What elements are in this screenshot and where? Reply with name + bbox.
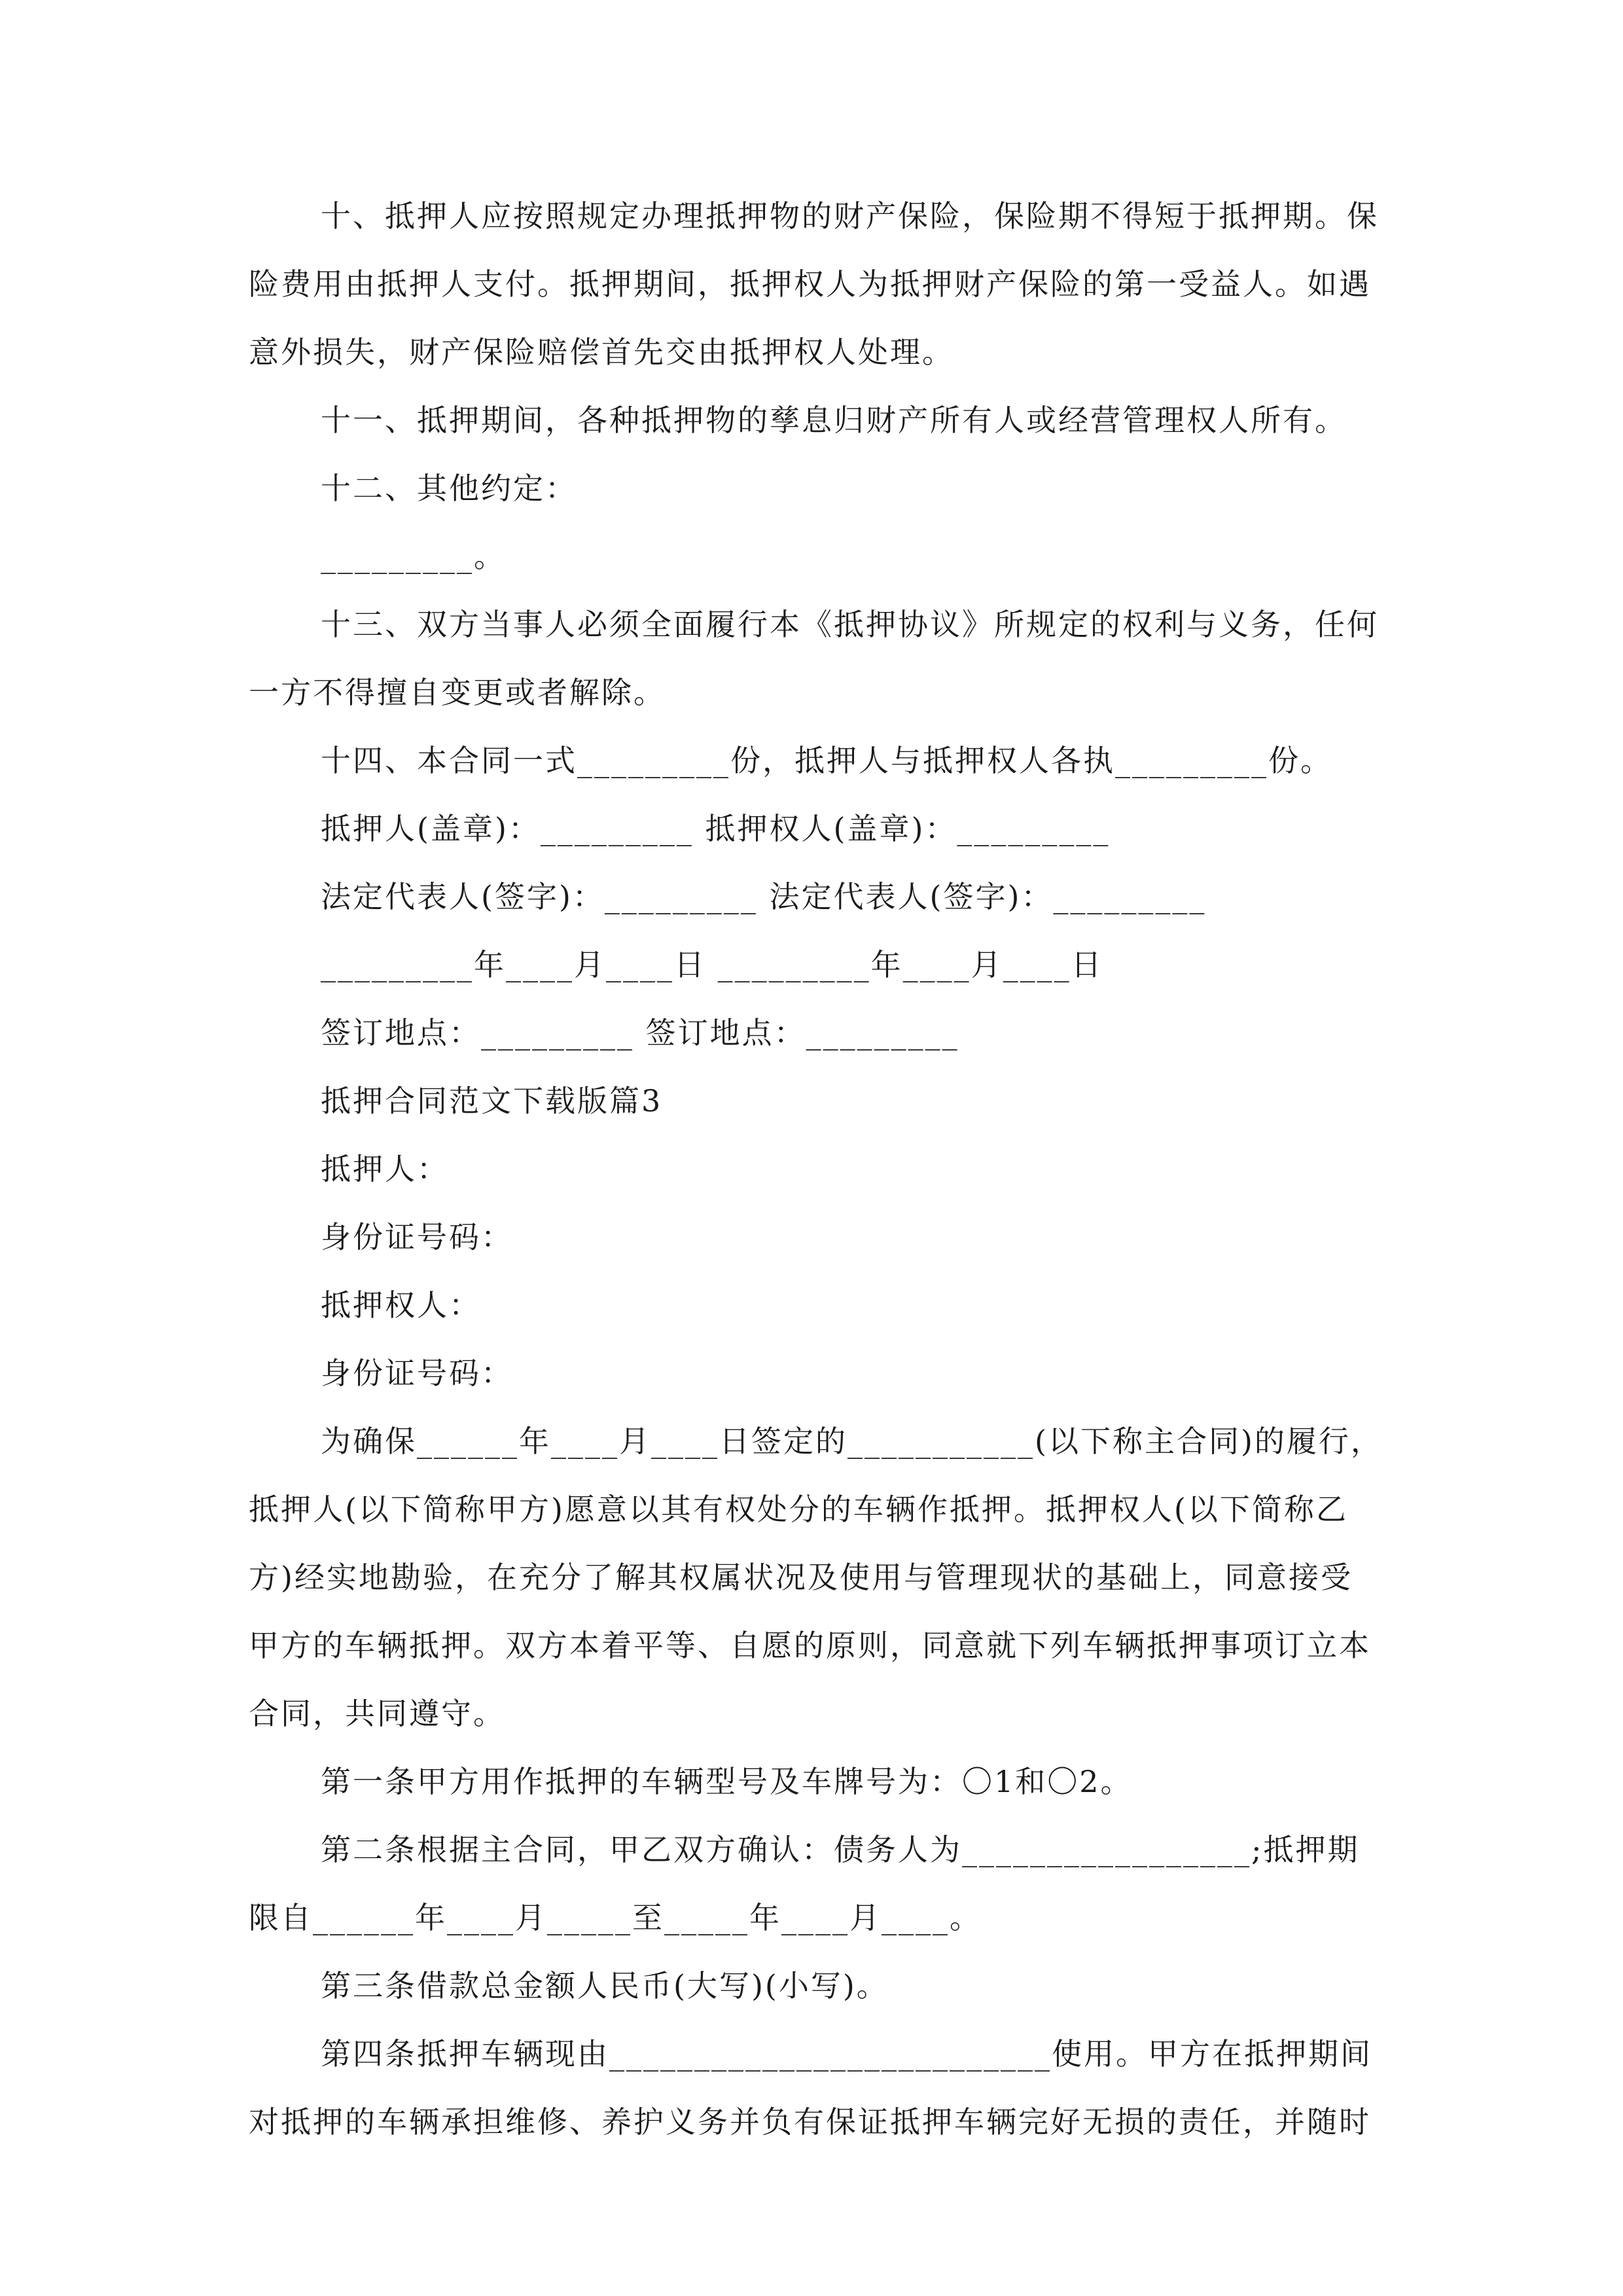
- text-line: 第四条抵押车辆现由__________________________使用。甲方在抵押期间: [321, 2036, 1372, 2072]
- date-line: _________年____月____日 _________年____月____日: [321, 947, 1103, 982]
- signature-line: 法定代表人(签字)：_________ 法定代表人(签字)：_________: [321, 879, 1207, 914]
- text-line: 抵押人(以下简称甲方)愿意以其有权处分的车辆作抵押。抵押权人(以下简称乙: [249, 1492, 1348, 1527]
- text-line: 方)经实地勘验，在充分了解其权属状况及使用与管理现状的基础上，同意接受: [249, 1560, 1353, 1595]
- text-line: 限自______年____月_____至_____年____月____。: [249, 1900, 982, 1935]
- signature-line: 抵押人(盖章)：_________ 抵押权人(盖章)：_________: [321, 811, 1111, 846]
- text-line: 十、抵押人应按照规定办理抵押物的财产保险，保险期不得短于抵押期。保: [321, 198, 1379, 234]
- text-line: 对抵押的车辆承担维修、养护义务并负有保证抵押车辆完好无损的责任，并随时: [249, 2104, 1371, 2140]
- text-line: 第一条甲方用作抵押的车辆型号及车牌号为：〇1和〇2。: [321, 1764, 1133, 1799]
- text-line: 十一、抵押期间，各种抵押物的孳息归财产所有人或经营管理权人所有。: [321, 403, 1347, 438]
- text-line: 十三、双方当事人必须全面履行本《抵押协议》所规定的权利与义务，任何: [321, 607, 1379, 642]
- text-line: 险费用由抵押人支付。抵押期间，抵押权人为抵押财产保险的第一受益人。如遇: [249, 266, 1371, 302]
- text-line: 为确保______年____月____日签定的___________(以下称主合同)的履行，: [321, 1424, 1383, 1459]
- text-line: 抵押权人：: [321, 1287, 481, 1323]
- text-line: 意外损失，财产保险赔偿首先交由抵押权人处理。: [249, 334, 954, 370]
- blank-line: _________。: [321, 539, 506, 574]
- place-line: 签订地点：_________ 签订地点：_________: [321, 1015, 959, 1050]
- text-line: 甲方的车辆抵押。双方本着平等、自愿的原则，同意就下列车辆抵押事项订立本: [249, 1628, 1371, 1663]
- text-line: 抵押人：: [321, 1151, 449, 1187]
- text-line: 第二条根据主合同，甲乙双方确认：债务人为_________________;抵押期: [321, 1832, 1360, 1867]
- text-line: 十二、其他约定：: [321, 471, 577, 506]
- text-line: 身份证号码：: [321, 1219, 513, 1255]
- text-line: 合同，共同遵守。: [249, 1696, 505, 1731]
- section-heading: 抵押合同范文下载版篇3: [321, 1083, 663, 1119]
- text-line: 第三条借款总金额人民币(大写)(小写)。: [321, 1968, 889, 2003]
- text-line: 身份证号码：: [321, 1355, 513, 1391]
- text-line: 一方不得擅自变更或者解除。: [249, 675, 666, 710]
- text-line: 十四、本合同一式_________份，抵押人与抵押权人各执_________份。: [321, 743, 1332, 778]
